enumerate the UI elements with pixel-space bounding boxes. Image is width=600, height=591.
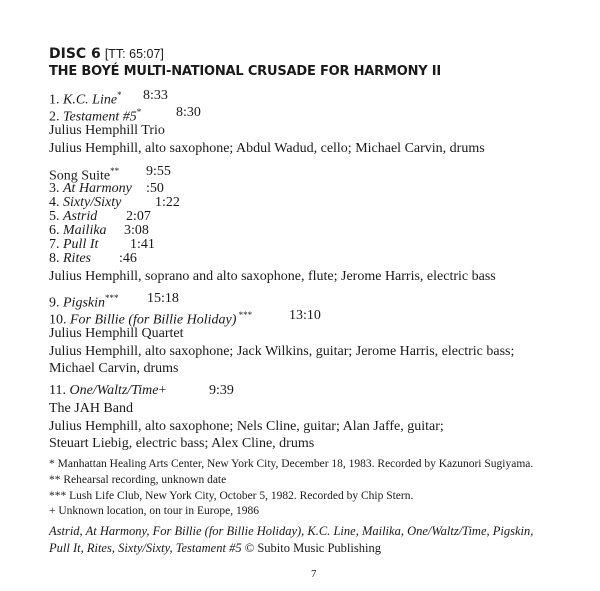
album-title: THE BOYÉ MULTI-NATIONAL CRUSADE FOR HARMONY II: [49, 64, 442, 79]
track-time: 8:30: [176, 105, 201, 120]
publishing-credit: © Subito Music Publishing: [244, 541, 381, 555]
track-row: [49, 250, 91, 267]
publishing-titles-line1: Astrid, At Harmony, For Billie (for Billie Holiday), K.C. Line, Mailika, One/Waltz/Time, Pigskin,: [49, 524, 534, 538]
footnote: + Unknown location, on tour in Europe, 1986: [49, 505, 259, 517]
track-title: One/Waltz/Time: [69, 383, 159, 398]
track-title: K.C. Line: [63, 92, 118, 108]
track-time: 8:33: [143, 88, 168, 103]
track-title: Astrid: [63, 209, 98, 224]
track-number: 10.: [49, 312, 67, 328]
track-title: Sixty/Sixty: [63, 195, 122, 210]
track-number: 9.: [49, 295, 60, 311]
personnel: Michael Carvin, drums: [49, 361, 179, 376]
personnel: Julius Hemphill, soprano and alto saxophone, flute; Jerome Harris, electric bass: [49, 269, 496, 284]
track-number: 8.: [49, 251, 60, 266]
track-number: 11.: [49, 383, 66, 398]
track-number: 7.: [49, 237, 60, 252]
suite-name: Song Suite: [49, 168, 111, 184]
band-name: Julius Hemphill Trio: [49, 123, 165, 138]
footnote-mark: **: [110, 166, 120, 176]
disc-title: DISC 6: [49, 46, 101, 62]
personnel: Steuart Liebig, electric bass; Alex Cline, drums: [49, 436, 315, 451]
track-title: Rites: [63, 251, 91, 266]
track-time: 1:41: [130, 237, 155, 252]
footnote-mark: *: [136, 107, 142, 117]
footnote-mark: +: [158, 383, 167, 398]
track-time: 15:18: [147, 291, 179, 306]
track-title: Pigskin: [63, 295, 105, 311]
track-number: 4.: [49, 195, 60, 210]
footnote: *** Lush Life Club, New York City, October 5, 1982. Recorded by Chip Stern.: [49, 490, 414, 502]
track-title: For Billie (for Billie Holiday): [70, 312, 237, 328]
track-time: 13:10: [289, 308, 321, 323]
track-number: 5.: [49, 209, 60, 224]
track-time: 1:22: [155, 195, 180, 210]
track-title: At Harmony: [63, 181, 132, 196]
track-time: :50: [146, 181, 164, 196]
personnel: Julius Hemphill, alto saxophone; Nels Cline, guitar; Alan Jaffe, guitar;: [49, 419, 444, 434]
track-number: 1.: [49, 92, 60, 108]
track-time: :46: [119, 251, 137, 266]
track-title: Testament #5: [63, 109, 137, 125]
footnote: ** Rehearsal recording, unknown date: [49, 474, 227, 486]
track-time: 3:08: [124, 223, 149, 238]
band-name: The JAH Band: [49, 401, 133, 416]
footnote: * Manhattan Healing Arts Center, New York City, December 18, 1983. Recorded by Kazunori Sugiyama.: [49, 458, 534, 470]
total-time: [TT: 65:07]: [104, 47, 164, 61]
personnel: Julius Hemphill, alto saxophone; Abdul Wadud, cello; Michael Carvin, drums: [49, 141, 485, 156]
track-title: Pull It: [63, 237, 99, 252]
track-title: Mailika: [63, 223, 107, 238]
publishing-titles: [49, 523, 533, 539]
suite-time: 9:55: [146, 164, 171, 179]
disc-header: [49, 45, 441, 79]
publishing-titles-line2: Pull It, Rites, Sixty/Sixty, Testament #5: [49, 541, 242, 555]
track-number: 6.: [49, 223, 60, 238]
track-number: 3.: [49, 181, 60, 196]
page-number: 7: [311, 568, 317, 580]
track-time: 9:39: [209, 383, 234, 398]
band-name: Julius Hemphill Quartet: [49, 326, 184, 341]
publishing-credit-line: [49, 540, 381, 556]
footnote-mark: ***: [105, 293, 119, 303]
track-number: 2.: [49, 109, 60, 125]
personnel: Julius Hemphill, alto saxophone; Jack Wilkins, guitar; Jerome Harris, electric bass;: [49, 344, 515, 359]
footnote-mark: *: [117, 90, 122, 100]
track-time: 2:07: [126, 209, 151, 224]
footnote-mark: ***: [236, 310, 253, 320]
track-row: [49, 382, 166, 399]
